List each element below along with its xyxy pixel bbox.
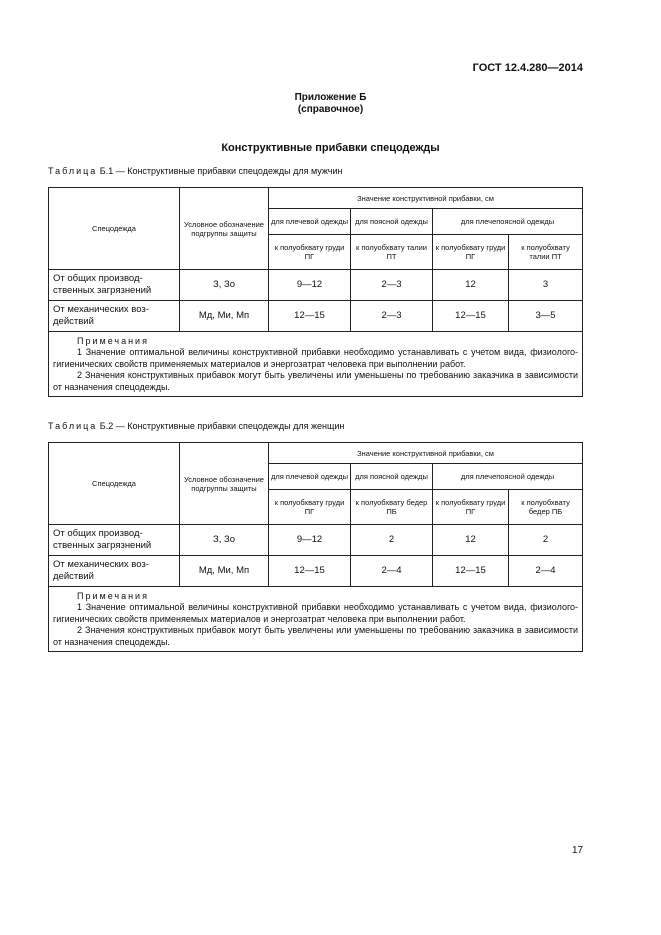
standard-code: ГОСТ 12.4.280—2014 bbox=[472, 62, 583, 74]
appendix-subtitle: (справочное) bbox=[297, 104, 364, 115]
header-col-1: к полуобхвату груди ПГ bbox=[269, 490, 351, 525]
table-caption-text: Б.1 — Конструктивные прибавки спецодежды для мужчин bbox=[97, 166, 343, 176]
header-group: Условное обозначение подгруппы защиты bbox=[180, 188, 269, 270]
row-value-2: 2—3 bbox=[351, 301, 433, 332]
row-value-1: 12—15 bbox=[269, 556, 351, 587]
row-name: От общих производ-ственных загрязнений bbox=[49, 525, 180, 556]
header-value: Значение конструктивной прибавки, см bbox=[269, 443, 583, 464]
table-caption-prefix: Таблица bbox=[48, 166, 98, 176]
row-value-3: 12 bbox=[433, 270, 509, 301]
table-row bbox=[49, 270, 583, 301]
note-2: 2 Значения конструктивных прибавок могут быть увеличены или уменьшены по требованию заказчика в зависимости от назначения спецодежды. bbox=[53, 625, 579, 647]
header-garment: Спецодежда bbox=[49, 443, 180, 525]
header-shoulder: для плечевой одежды bbox=[269, 464, 351, 490]
row-group: З, Зо bbox=[180, 270, 269, 301]
header-shoulder: для плечевой одежды bbox=[269, 209, 351, 235]
table-caption bbox=[48, 421, 344, 431]
row-value-2: 2 bbox=[351, 525, 433, 556]
notes-title: Примечания bbox=[77, 336, 149, 346]
row-value-4: 2 bbox=[509, 525, 583, 556]
row-value-3: 12—15 bbox=[433, 301, 509, 332]
table-caption-text: Б.2 — Конструктивные прибавки спецодежды для женщин bbox=[97, 421, 345, 431]
row-group: Мд, Ми, Мп bbox=[180, 556, 269, 587]
note-2: 2 Значения конструктивных прибавок могут быть увеличены или уменьшены по требованию заказчика в зависимости от назначения спецодежды. bbox=[53, 370, 579, 392]
row-value-3: 12—15 bbox=[433, 556, 509, 587]
header-col-3: к полуобхвату груди ПГ bbox=[433, 235, 509, 270]
table-b1 bbox=[48, 187, 583, 397]
appendix-title: Приложение Б bbox=[294, 92, 367, 103]
header-shoulder-waist: для плечепоясной одежды bbox=[433, 209, 583, 235]
row-value-1: 9—12 bbox=[269, 525, 351, 556]
header-col-4: к полуобхвату талии ПТ bbox=[509, 235, 583, 270]
row-value-4: 3—5 bbox=[509, 301, 583, 332]
table-row bbox=[49, 301, 583, 332]
note-1: 1 Значение оптимальной величины конструктивной прибавки необходимо устанавливать с учетом вида, физиолого-гигиенических свойств применяемых материалов и энергозатрат человека при выполнении работ. bbox=[53, 347, 579, 369]
row-value-1: 12—15 bbox=[269, 301, 351, 332]
header-col-3: к полуобхвату груди ПГ bbox=[433, 490, 509, 525]
header-col-1: к полуобхвату груди ПГ bbox=[269, 235, 351, 270]
table-row bbox=[49, 556, 583, 587]
header-col-2: к полуобхвату бедер ПБ bbox=[351, 490, 433, 525]
row-group: З, Зо bbox=[180, 525, 269, 556]
row-value-1: 9—12 bbox=[269, 270, 351, 301]
table-notes bbox=[49, 587, 583, 652]
header-group: Условное обозначение подгруппы защиты bbox=[180, 443, 269, 525]
header-garment: Спецодежда bbox=[49, 188, 180, 270]
header-waist: для поясной одежды bbox=[351, 209, 433, 235]
appendix-heading bbox=[0, 92, 661, 116]
table-caption bbox=[48, 166, 343, 176]
header-shoulder-waist: для плечепоясной одежды bbox=[433, 464, 583, 490]
row-group: Мд, Ми, Мп bbox=[180, 301, 269, 332]
header-col-2: к полуобхвату талии ПТ bbox=[351, 235, 433, 270]
note-1: 1 Значение оптимальной величины конструктивной прибавки необходимо устанавливать с учетом вида, физиолого-гигиенических свойств применяемых материалов и энергозатрат человека при выполнении работ. bbox=[53, 602, 579, 624]
row-name: От общих производ-ственных загрязнений bbox=[49, 270, 180, 301]
table-caption-prefix: Таблица bbox=[48, 421, 98, 431]
table-notes bbox=[49, 332, 583, 397]
header-waist: для поясной одежды bbox=[351, 464, 433, 490]
row-value-4: 3 bbox=[509, 270, 583, 301]
row-value-4: 2—4 bbox=[509, 556, 583, 587]
page-number: 17 bbox=[572, 845, 584, 856]
section-title: Конструктивные прибавки спецодежды bbox=[221, 142, 440, 154]
row-name: От механических воз-действий bbox=[49, 556, 180, 587]
row-value-2: 2—4 bbox=[351, 556, 433, 587]
table-row bbox=[49, 525, 583, 556]
header-col-4: к полуобхвату бедер ПБ bbox=[509, 490, 583, 525]
row-value-3: 12 bbox=[433, 525, 509, 556]
notes-title: Примечания bbox=[77, 591, 149, 601]
table-b2 bbox=[48, 442, 583, 652]
row-value-2: 2—3 bbox=[351, 270, 433, 301]
header-value: Значение конструктивной прибавки, см bbox=[269, 188, 583, 209]
row-name: От механических воз-действий bbox=[49, 301, 180, 332]
